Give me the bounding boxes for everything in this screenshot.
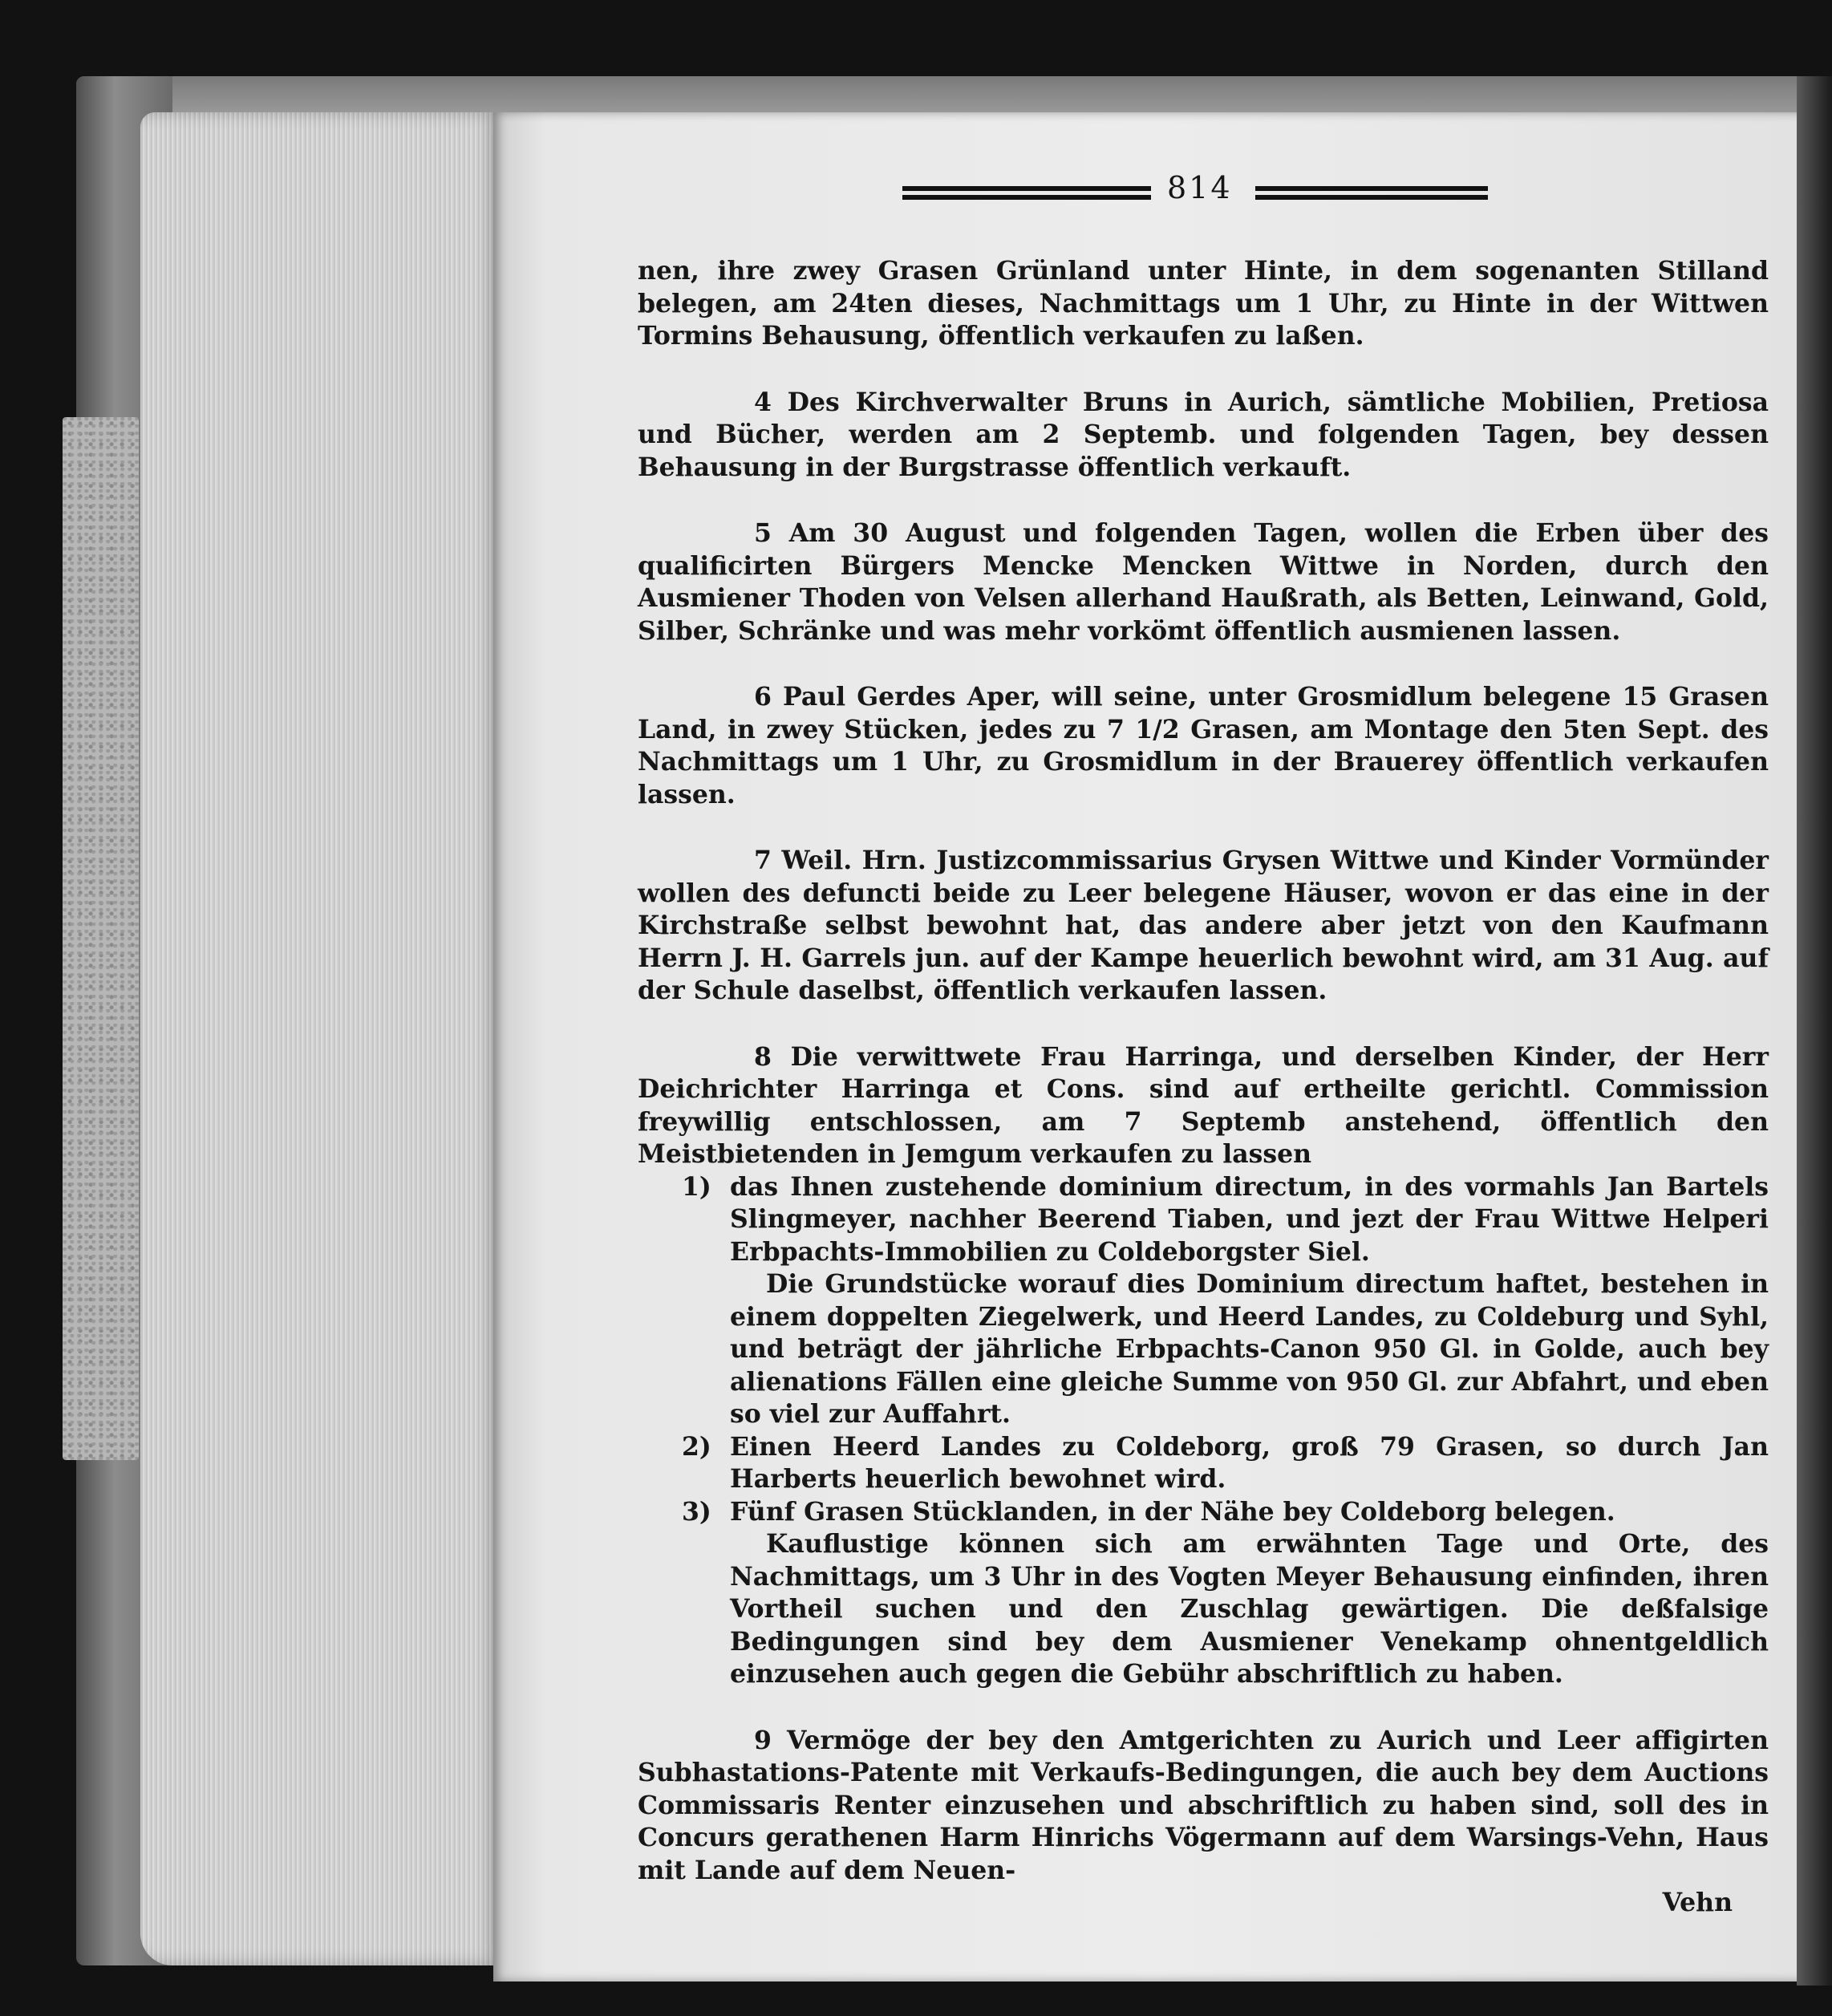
list-item-number: 1) bbox=[682, 1171, 711, 1202]
page-text bbox=[638, 255, 1769, 1945]
list-item-text: das Ihnen zustehende dominium directum, in des vormahls Jan Bartels Slingmeyer, nachher Beerend Tiaben, und jezt der Frau Wittwe Helperi Erbpachts-Immobilien zu Coldeborgster Siel. bbox=[730, 1171, 1769, 1267]
list-item-number: 3) bbox=[682, 1496, 711, 1527]
paragraph-9: 9 Vermöge der bey den Amtgerichten zu Aurich und Leer affigirten Subhastations-Patente mit Verkaufs-Bedingungen, die auch bey dem Auctions Commissaris Renter einzusehen und abschriftlich zu haben sind, soll des in Concurs gerathenen Harm Hinrichs Vögermann auf dem Warsings-Vehn, Haus mit Lande auf dem Neuen- bbox=[638, 1725, 1769, 1885]
header-rule-left bbox=[902, 183, 1151, 204]
paragraph-continued: nen, ihre zwey Grasen Grünland unter Hinte, in dem sogenanten Stilland belegen, am 24ten dieses, Nachmittags um 1 Uhr, zu Hinte in der Wittwen Tormins Behausung, öffentlich verkaufen zu laßen. bbox=[638, 256, 1769, 351]
paragraph-8-subtext-2: Kauflustige können sich am erwähnten Tage und Orte, des Nachmittags, um 3 Uhr in des Vogten Meyer Behausung einfinden, ihren Vortheil suchen und den Zuschlag gewärtigen. Die deßfalsige Bedingungen sind bey dem Ausmiener Venekamp ohnentgeldlich einzusehen auch gegen die Gebühr abschriftlich zu haben. bbox=[730, 1529, 1769, 1689]
page-edges bbox=[140, 112, 501, 1965]
list-item bbox=[638, 1171, 1769, 1269]
paragraph-8-subtext-1: Die Grundstücke worauf dies Dominium directum haftet, bestehen in einem doppelten Ziegelwerk, und Heerd Landes, zu Coldeburg und Syhl, und beträgt der jährliche Erbpachts-Canon 950 Gl. in Golde, auch bey alienations Fällen eine gleiche Summe von 950 Gl. zur Abfahrt, und eben so viel zur Auffahrt. bbox=[730, 1269, 1769, 1429]
paragraph-4: 4 Des Kirchverwalter Bruns in Aurich, sämtliche Mobilien, Pretiosa und Bücher, werden am 2 Septemb. und folgenden Tagen, bey dessen Behausung in der Burgstrasse öffentlich verkauft. bbox=[638, 387, 1769, 482]
paragraph-8 bbox=[638, 1041, 1769, 1691]
list-item-number: 2) bbox=[682, 1431, 711, 1462]
catchword: Vehn bbox=[1662, 1888, 1733, 1917]
paragraph-8-intro: 8 Die verwittwete Frau Harringa, und derselben Kinder, der Herr Deichrichter Harringa et Cons. sind auf ertheilte gerichtl. Commission freywillig entschlossen, am 7 Septemb anstehend, öffentlich den Meistbietenden in Jemgum verkaufen zu lassen bbox=[638, 1041, 1769, 1169]
cover-label-patch bbox=[63, 417, 139, 1460]
paragraph-7: 7 Weil. Hrn. Justizcommissarius Grysen Wittwe und Kinder Vormünder wollen des defuncti beide zu Leer belegene Häuser, wovon er das eine in der Kirchstraße selbst bewohnt hat, das andere aber jetzt von den Kaufmann Herrn J. H. Garrels jun. auf der Kampe heuerlich bewohnt wird, am 31 Aug. auf der Schule daselbst, öffentlich verkaufen lassen. bbox=[638, 846, 1769, 1005]
page-number: 814 bbox=[1167, 170, 1233, 205]
list-item-text: Einen Heerd Landes zu Coldeborg, groß 79 Grasen, so durch Jan Harberts heuerlich bewohnet wird. bbox=[730, 1431, 1769, 1494]
list-item-text: Fünf Grasen Stücklanden, in der Nähe bey Coldeborg belegen. bbox=[730, 1496, 1615, 1527]
list-item bbox=[638, 1431, 1769, 1496]
paragraph-6: 6 Paul Gerdes Aper, will seine, unter Grosmidlum belegene 15 Grasen Land, in zwey Stücken, jedes zu 7 1/2 Grasen, am Montage den 5ten Sept. des Nachmittags um 1 Uhr, zu Grosmidlum in der Brauerey öffentlich verkaufen lassen. bbox=[638, 682, 1769, 809]
header-rule-right bbox=[1255, 183, 1488, 204]
paragraph-5: 5 Am 30 August und folgenden Tagen, wollen die Erben über des qualificirten Bürgers Mencke Mencken Wittwe in Norden, durch den Ausmiener Thoden von Velsen allerhand Haußrath, als Betten, Leinwand, Gold, Silber, Schränke und was mehr vorkömt öffentlich ausmienen lassen. bbox=[638, 518, 1769, 646]
page-edge-shadow bbox=[1797, 76, 1832, 1986]
list-item bbox=[638, 1496, 1769, 1529]
